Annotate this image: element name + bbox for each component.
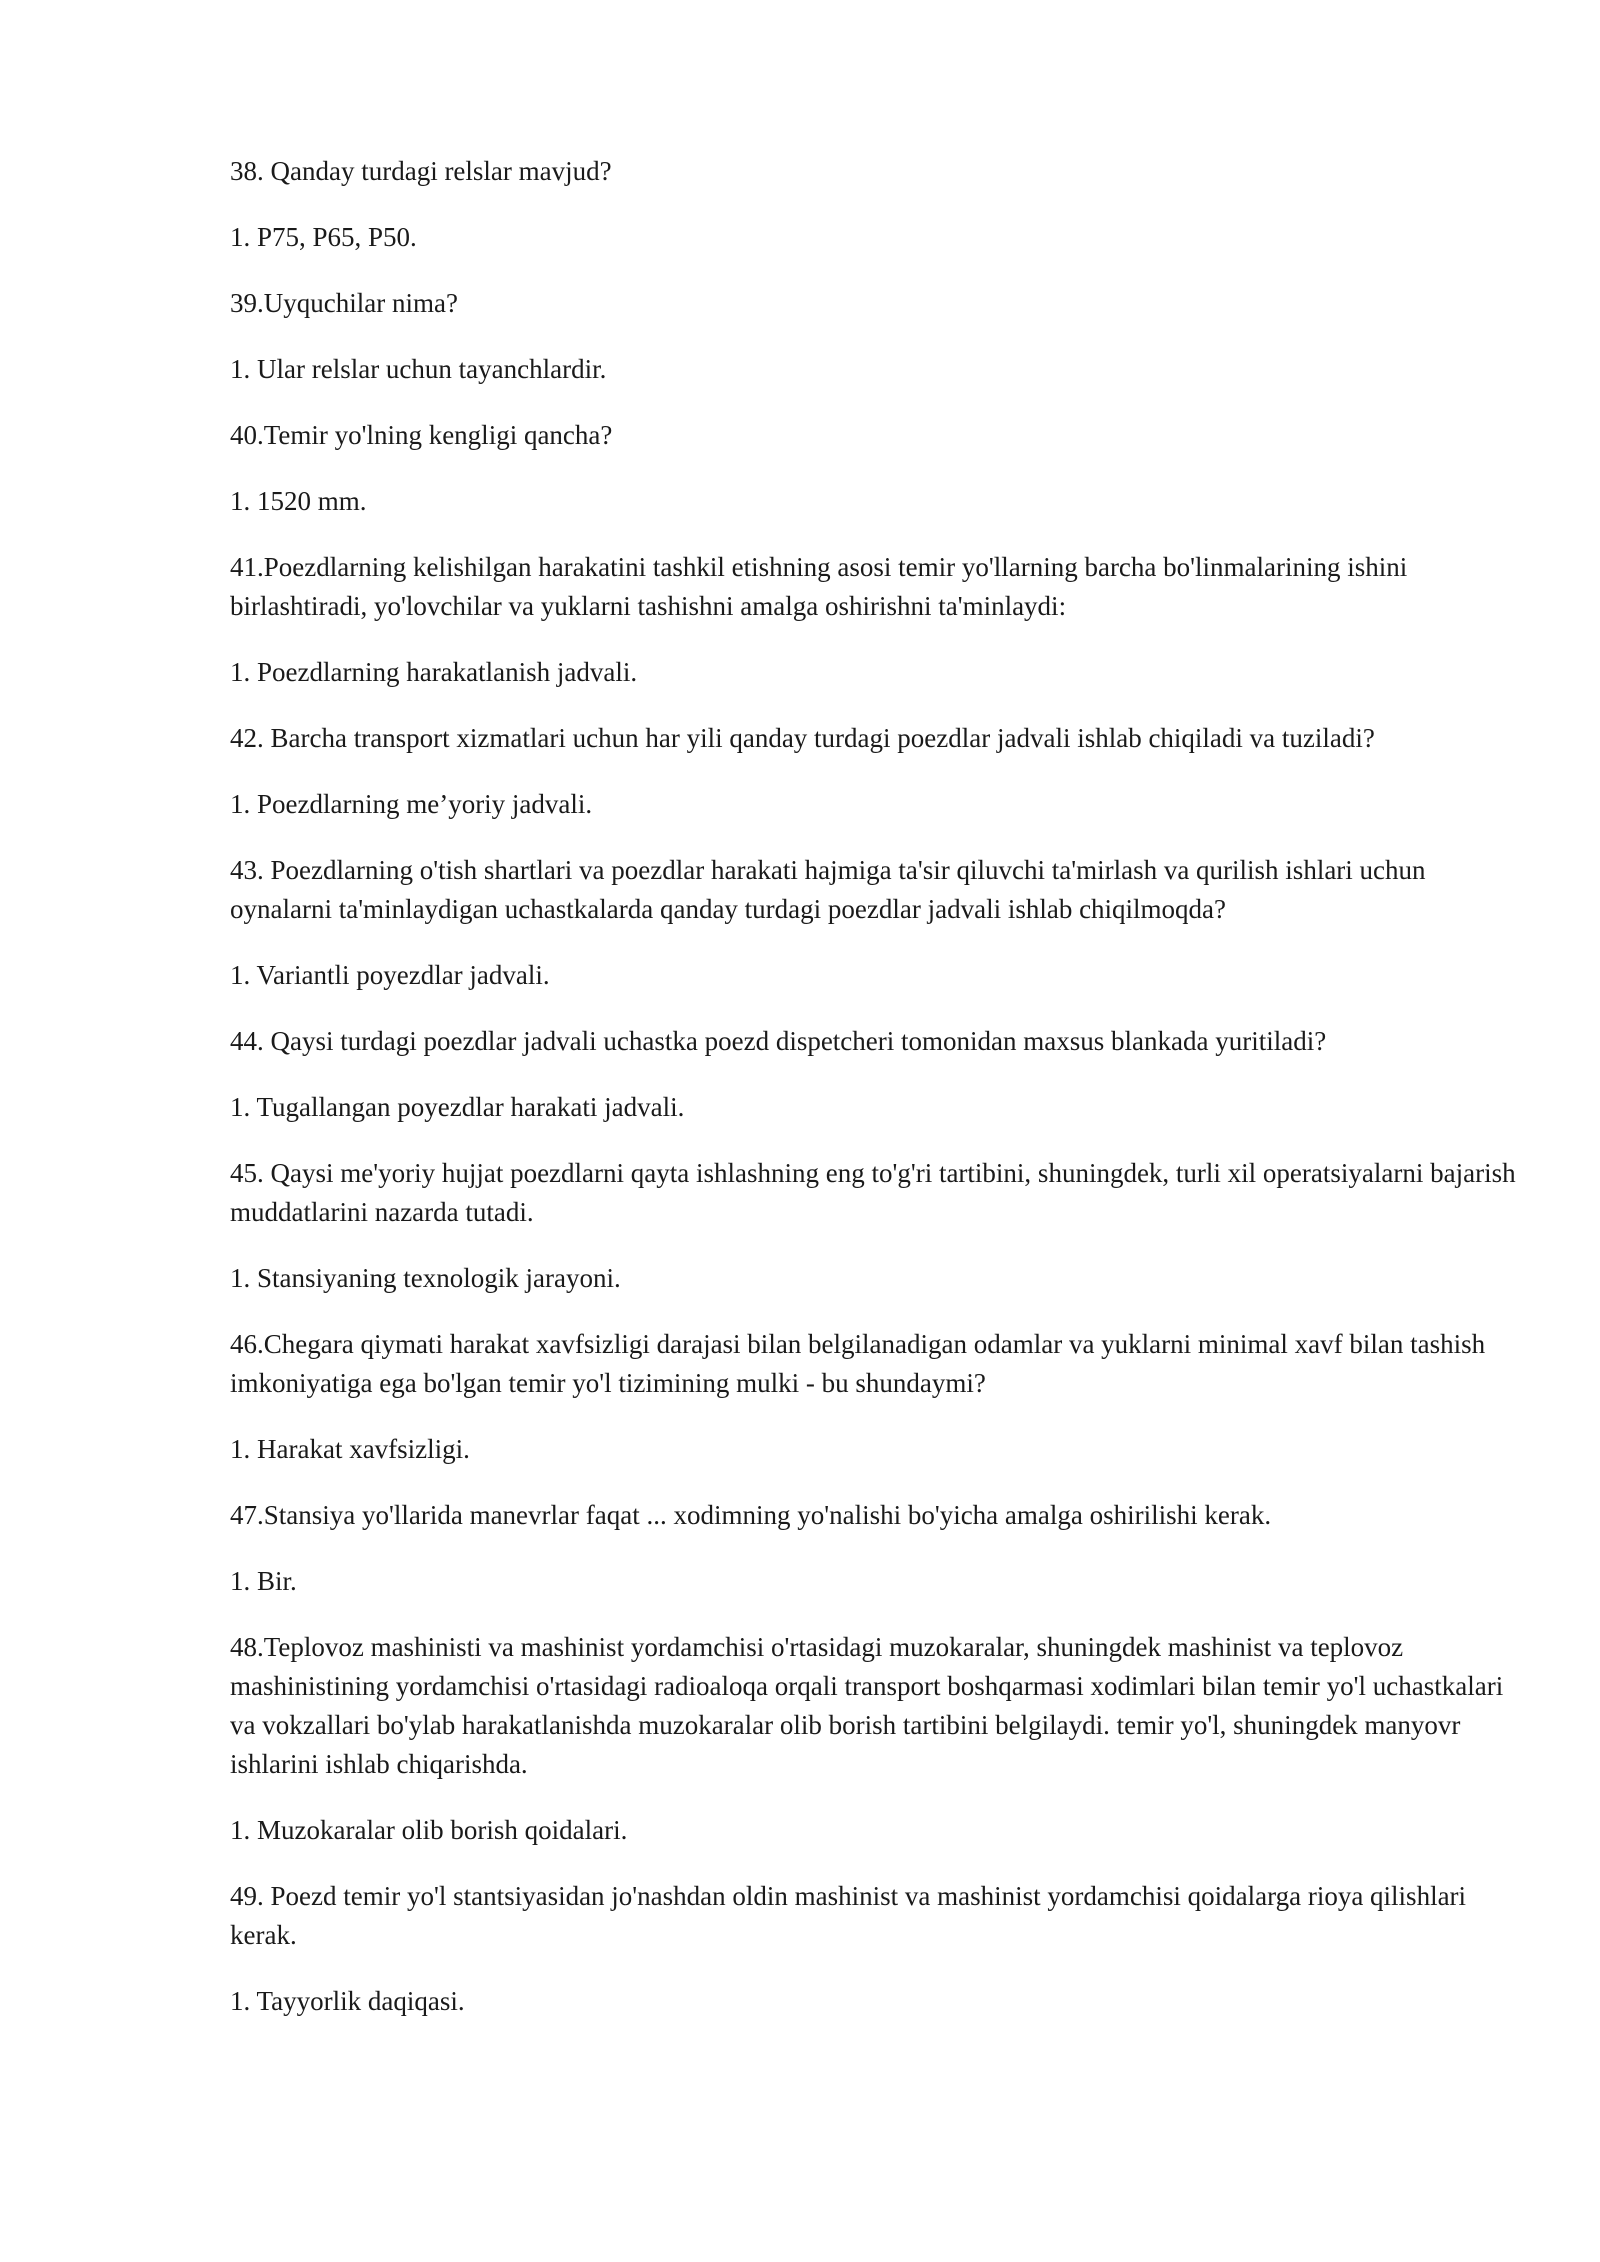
question-41: 41.Poezdlarning kelishilgan harakatini tashkil etishning asosi temir yo'llarning barcha bo'linmalarining ishini birlashtiradi, yo'lovchilar va yuklarni tashishni amalga oshirishni ta'minlaydi:: [230, 552, 1408, 621]
question-49: 49. Poezd temir yo'l stantsiyasidan jo'nashdan oldin mashinist va mashinist yordamchisi qoidalarga rioya qilishlari kerak.: [230, 1881, 1467, 1950]
question-44: 44. Qaysi turdagi poezdlar jadvali uchastka poezd dispetcheri tomonidan maxsus blankada yuritiladi?: [230, 1026, 1327, 1056]
question-46: 46.Chegara qiymati harakat xavfsizligi darajasi bilan belgilanadigan odamlar va yuklarni minimal xavf bilan tashish imkoniyatiga ega bo'lgan temir yo'l tizimining mulki - bu shundaymi?: [230, 1329, 1486, 1398]
answer-43: 1. Variantli poyezdlar jadvali.: [230, 960, 550, 990]
answer-41: 1. Poezdlarning harakatlanish jadvali.: [230, 657, 638, 687]
question-39: 39.Uyquchilar nima?: [230, 288, 458, 318]
question-47: 47.Stansiya yo'llarida manevrlar faqat ... xodimning yo'nalishi bo'yicha amalga oshirilishi kerak.: [230, 1500, 1272, 1530]
document-page: [230, 152, 1520, 2048]
answer-47: 1. Bir.: [230, 1566, 297, 1596]
question-42: 42. Barcha transport xizmatlari uchun har yili qanday turdagi poezdlar jadvali ishlab chiqiladi va tuziladi?: [230, 723, 1375, 753]
answer-46: 1. Harakat xavfsizligi.: [230, 1434, 470, 1464]
question-40: 40.Temir yo'lning kengligi qancha?: [230, 420, 613, 450]
answer-45: 1. Stansiyaning texnologik jarayoni.: [230, 1263, 621, 1293]
question-38: 38. Qanday turdagi relslar mavjud?: [230, 156, 612, 186]
answer-39: 1. Ular relslar uchun tayanchlardir.: [230, 354, 607, 384]
question-43: 43. Poezdlarning o'tish shartlari va poezdlar harakati hajmiga ta'sir qiluvchi ta'mirlash va qurilish ishlari uchun oynalarni ta'minlaydigan uchastkalarda qanday turdagi poezdlar jadvali ishlab chiqilmoqda?: [230, 855, 1426, 924]
question-45: 45. Qaysi me'yoriy hujjat poezdlarni qayta ishlashning eng to'g'ri tartibini, shuningdek, turli xil operatsiyalarni bajarish muddatlarini nazarda tutadi.: [230, 1158, 1516, 1227]
answer-48: 1. Muzokaralar olib borish qoidalari.: [230, 1815, 628, 1845]
question-48: 48.Teplovoz mashinisti va mashinist yordamchisi o'rtasidagi muzokaralar, shuningdek mashinist va teplovoz mashinistining yordamchisi o'rtasidagi radioaloqa orqali transport boshqarmasi xodimlari bilan temir yo'l uchastkalari va vokzallari bo'ylab harakatlanishda muzokaralar olib borish tartibini belgilaydi. temir yo'l, shuningdek manyovr ishlarini ishlab chiqarishda.: [230, 1632, 1504, 1779]
answer-42: 1. Poezdlarning me’yoriy jadvali.: [230, 789, 593, 819]
answer-38: 1. P75, P65, P50.: [230, 222, 417, 252]
answer-40: 1. 1520 mm.: [230, 486, 367, 516]
answer-44: 1. Tugallangan poyezdlar harakati jadvali.: [230, 1092, 685, 1122]
answer-49: 1. Tayyorlik daqiqasi.: [230, 1986, 465, 2016]
